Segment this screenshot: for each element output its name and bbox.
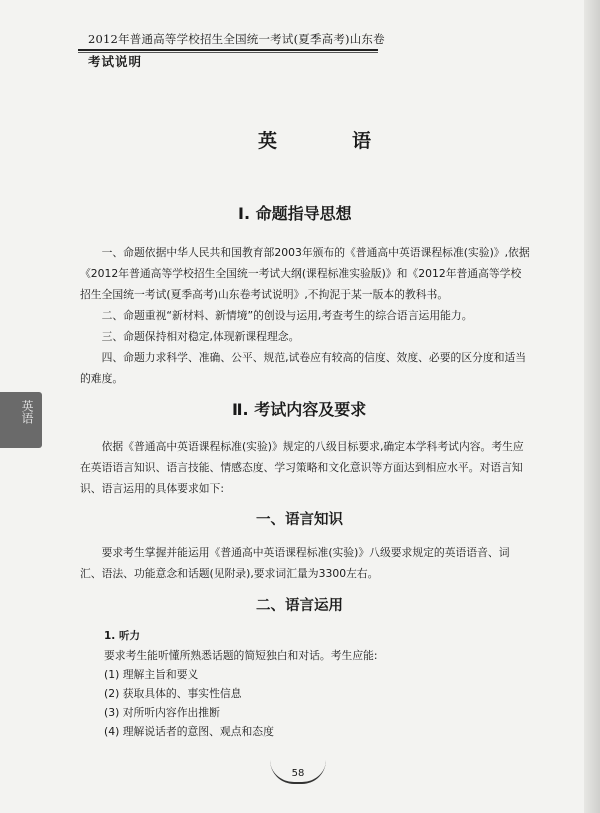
subsection-1-title: 一、语言知识 (256, 512, 343, 528)
section-2-title: Ⅱ. 考试内容及要求 (232, 400, 367, 419)
paragraph: 一、命题依据中华人民共和国教育部2003年颁布的《普通高中英语课程标准(实验)》,依据《2012年普通高等学校招生全国统一考试大纲(课程标准实验版)》和《2012年普通高等学校招生全国统一考试(夏季高考)山东卷考试说明》,不拘泥于某一版本的教科书。 (80, 246, 530, 301)
paragraph: 四、命题力求科学、准确、公平、规范,试卷应有较高的信度、效度、必要的区分度和适当的难度。 (80, 351, 527, 385)
page-number: 58 (291, 768, 305, 779)
subsection-1-body (80, 542, 530, 584)
list-item: (2) 获取具体的、事实性信息 (104, 687, 242, 700)
list-item: (3) 对所听内容作出推断 (104, 706, 220, 719)
listening-intro: 要求考生能听懂所熟悉话题的简短独白和对话。考生应能: (104, 649, 378, 662)
side-tab-label: 英语 (20, 400, 34, 424)
paragraph: 三、命题保持相对稳定,体现新课程理念。 (101, 330, 300, 343)
paragraph: 依据《普通高中英语课程标准(实验)》规定的八级目标要求,确定本学科考试内容。考生应在英语语言知识、语言技能、情感态度、学习策略和文化意识等方面达到相应水平。对语言知识、语言运用的具体要求如下: (80, 440, 524, 495)
section-2-intro (80, 436, 530, 499)
page-edge-shadow (584, 0, 600, 813)
header-subtitle: 考试说明 (88, 54, 143, 69)
paragraph: 二、命题重视“新材料、新情境”的创设与运用,考查考生的综合语言运用能力。 (101, 309, 473, 322)
listening-heading: 1. 听力 (104, 630, 140, 642)
section-1-body (80, 242, 530, 389)
list-item: (4) 理解说话者的意图、观点和态度 (104, 725, 274, 738)
page-title: 英 语 (258, 130, 400, 152)
list-item: (1) 理解主旨和要义 (104, 668, 199, 681)
header-title: 2012年普通高等学校招生全国统一考试(夏季高考)山东卷 (88, 32, 385, 46)
section-1-title: Ⅰ. 命题指导思想 (238, 204, 352, 223)
listening-list (104, 646, 524, 741)
subsection-2-title: 二、语言运用 (256, 598, 343, 614)
paragraph: 要求考生掌握并能运用《普通高中英语课程标准(实验)》八级要求规定的英语语音、词汇、语法、功能意念和话题(见附录),要求词汇量为3300左右。 (80, 546, 510, 580)
header-rule (78, 49, 378, 51)
